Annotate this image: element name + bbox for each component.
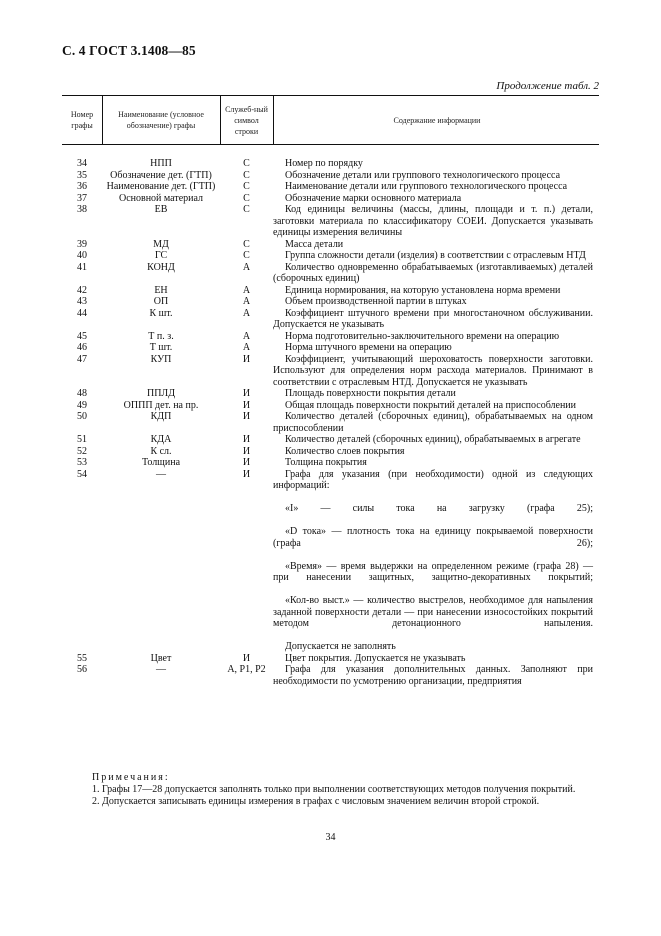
row-service-symbol: И <box>242 411 251 422</box>
row-name: ОППП дет. на пр. <box>123 399 199 411</box>
column-header-name: Наименование (условное обозначение) графы <box>118 110 204 130</box>
content-paragraph: «Время» — время выдержки на определенном режиме (графа 28) — при нанесении защитных, защитно-декоративных покрытий; <box>273 560 593 583</box>
row-name: ЕВ <box>154 204 168 215</box>
content-paragraph: Количество одновременно обрабатываемых (изготавливаемых) деталей (сборочных единиц) <box>273 261 593 284</box>
row-number: 56 <box>77 664 87 675</box>
row-service-symbol: С <box>243 192 250 204</box>
row-content <box>273 664 593 687</box>
row-name: КОНД <box>147 261 175 273</box>
column-header-number: Номер графы <box>70 110 94 130</box>
row-service-symbol: С <box>243 158 250 169</box>
row-name: ЕН <box>154 284 168 296</box>
row-content <box>273 193 593 205</box>
content-paragraph: Площадь поверхности покрытия детали <box>285 388 456 399</box>
table-row <box>0 158 661 170</box>
table-row <box>0 400 661 412</box>
content-paragraph: Цвет покрытия. Допускается не указывать <box>285 652 466 664</box>
row-content <box>273 250 593 262</box>
note-item: 2. Допускается записывать единицы измерения в графах с числовым значением величин второй строкой. <box>92 796 540 807</box>
row-number: 44 <box>77 307 87 319</box>
row-name: Основной материал <box>118 192 204 204</box>
row-service-symbol: И <box>242 434 251 445</box>
row-name: КДП <box>150 411 172 422</box>
column-divider <box>102 96 103 144</box>
row-number: 46 <box>77 342 87 353</box>
table-row <box>0 262 661 285</box>
row-service-symbol: С <box>243 238 250 250</box>
content-paragraph: Норма штучного времени на операцию <box>285 342 452 353</box>
row-number: 50 <box>77 411 87 422</box>
table-header-rule <box>62 144 599 145</box>
column-divider <box>273 96 274 144</box>
row-name: Т п. з. <box>148 330 174 342</box>
notes <box>62 772 599 808</box>
column-header-service-symbol: Служеб-ный символ строки <box>225 104 268 136</box>
table-row <box>0 342 661 354</box>
row-number: 49 <box>77 399 87 411</box>
row-name: КУП <box>150 353 172 365</box>
content-paragraph: Масса детали <box>285 238 344 250</box>
table-row <box>0 204 661 239</box>
content-paragraph: Количество деталей (сборочных единиц), обрабатываемых на одном приспособлении <box>273 411 593 434</box>
row-name: ОП <box>153 296 169 307</box>
row-service-symbol: А <box>242 307 251 319</box>
row-number: 36 <box>77 181 87 192</box>
row-name: — <box>156 468 166 480</box>
row-service-symbol: А <box>242 284 251 296</box>
table-row <box>0 285 661 297</box>
note-item: 1. Графы 17—28 допускается заполнять только при выполнении соответствующих методов получения покрытий. <box>92 784 576 795</box>
row-content <box>273 181 593 193</box>
row-content <box>273 411 593 434</box>
table-row <box>0 469 661 653</box>
row-service-symbol: А <box>242 342 251 353</box>
row-service-symbol: И <box>242 652 251 664</box>
table-row <box>0 446 661 458</box>
table-row <box>0 193 661 205</box>
content-paragraph: Количество слоев покрытия <box>285 445 405 457</box>
row-name: Обозначение дет. (ГТП) <box>110 169 212 181</box>
table-row <box>0 250 661 262</box>
row-content <box>273 239 593 251</box>
row-service-symbol: И <box>242 468 251 480</box>
row-content <box>273 331 593 343</box>
row-number: 40 <box>77 250 87 261</box>
row-content <box>273 170 593 182</box>
row-number: 52 <box>77 445 87 457</box>
row-service-symbol: И <box>242 445 251 457</box>
row-content <box>273 400 593 412</box>
row-name: К сл. <box>150 445 172 457</box>
row-content <box>273 308 593 331</box>
row-service-symbol: А <box>242 261 251 273</box>
notes-title: Примечания: <box>92 772 170 783</box>
content-paragraph: Объем производственной партии в штуках <box>285 296 467 307</box>
content-paragraph: Графа для указания дополнительных данных. Заполняют при необходимости по усмотрению организации, предприятия <box>273 664 593 687</box>
table-row <box>0 170 661 182</box>
content-paragraph: «Кол-во выст.» — количество выстрелов, необходимое для напыления заданной поверхности детали — при нанесении износостойких покрытий методом детонационного напыления. <box>273 595 593 629</box>
content-paragraph: Коэффициент штучного времени при многостаночном обслуживании. Допускается не указывать <box>273 307 593 330</box>
row-service-symbol: С <box>243 204 250 215</box>
row-number: 37 <box>77 192 87 204</box>
row-content <box>273 388 593 400</box>
row-number: 51 <box>77 434 87 445</box>
row-service-symbol: С <box>243 250 250 261</box>
content-paragraph: Наименование детали или группового технологического процесса <box>285 181 568 192</box>
row-content <box>273 158 593 170</box>
row-name: Цвет <box>150 652 172 664</box>
row-service-symbol: И <box>242 353 251 365</box>
row-content <box>273 434 593 446</box>
row-number: 35 <box>77 169 87 181</box>
row-content <box>273 285 593 297</box>
content-paragraph: Графа для указания (при необходимости) одной из следующих информаций: <box>273 468 593 491</box>
row-name: ГС <box>154 250 168 261</box>
content-paragraph: Норма подготовительно-заключительного времени на операцию <box>285 330 560 342</box>
table-body <box>0 158 661 687</box>
row-service-symbol: А, Р1, Р2 <box>227 664 266 675</box>
table-row <box>0 308 661 331</box>
row-number: 45 <box>77 330 87 342</box>
row-number: 38 <box>77 204 87 215</box>
table-continuation-caption: Продолжение табл. 2 <box>496 80 599 92</box>
row-service-symbol: И <box>242 457 251 468</box>
row-service-symbol: И <box>242 388 251 399</box>
row-content <box>273 342 593 354</box>
content-paragraph: Номер по порядку <box>285 158 363 169</box>
content-paragraph: Количество деталей (сборочных единиц), обрабатываемых в агрегате <box>285 434 581 445</box>
row-number: 43 <box>77 296 87 307</box>
row-number: 48 <box>77 388 87 399</box>
content-paragraph: Толщина покрытия <box>285 457 367 468</box>
table-row <box>0 296 661 308</box>
content-paragraph: Группа сложности детали (изделия) в соответствии с отраслевым НТД <box>285 250 586 261</box>
row-name: НПП <box>150 158 172 169</box>
row-service-symbol: А <box>242 296 251 307</box>
row-number: 41 <box>77 261 87 273</box>
row-content <box>273 653 593 665</box>
table-row <box>0 457 661 469</box>
row-content <box>273 296 593 308</box>
table-row <box>0 181 661 193</box>
row-name: К шт. <box>149 307 173 319</box>
content-paragraph: Обозначение детали или группового технологического процесса <box>285 169 561 181</box>
row-name: Т шт. <box>149 342 173 353</box>
table-row <box>0 434 661 446</box>
table-row <box>0 653 661 665</box>
content-paragraph: Общая площадь поверхности покрытий деталей на приспособлении <box>285 399 577 411</box>
page-header: С. 4 ГОСТ 3.1408—85 <box>62 43 196 58</box>
row-content <box>273 204 593 239</box>
content-paragraph: «I» — силы тока на загрузку (графа 25); <box>285 503 593 514</box>
row-content <box>273 469 593 653</box>
content-paragraph: Код единицы величины (массы, длины, площади и т. п.) детали, заготовки материала по классификатору СОЕИ. Допускается указывать единицы измерения величины <box>273 204 593 238</box>
row-name: ППЛД <box>146 388 176 399</box>
row-content <box>273 457 593 469</box>
row-content <box>273 262 593 285</box>
table-row <box>0 239 661 251</box>
table-row <box>0 388 661 400</box>
row-service-symbol: А <box>242 330 251 342</box>
row-content <box>273 354 593 389</box>
content-paragraph: Допускается не заполнять <box>285 641 396 652</box>
row-service-symbol: И <box>242 399 251 411</box>
row-number: 47 <box>77 353 87 365</box>
content-paragraph: Единица нормирования, на которую установлена норма времени <box>285 284 561 296</box>
table-row <box>0 664 661 687</box>
content-paragraph: «D тока» — плотность тока на единицу покрываемой поверхности (графа 26); <box>273 526 593 549</box>
row-name: МД <box>153 238 169 250</box>
row-number: 39 <box>77 238 87 250</box>
row-content <box>273 446 593 458</box>
row-number: 42 <box>77 284 87 296</box>
row-service-symbol: С <box>243 169 250 181</box>
row-number: 54 <box>77 468 87 480</box>
row-name: Толщина <box>141 457 181 468</box>
table-row <box>0 411 661 434</box>
row-name: КДА <box>150 434 172 445</box>
row-number: 55 <box>77 652 87 664</box>
content-paragraph: Обозначение марки основного материала <box>285 192 462 204</box>
column-header-content: Содержание информации <box>393 115 481 125</box>
page-number: 34 <box>325 832 336 843</box>
row-number: 53 <box>77 457 87 468</box>
row-name: — <box>156 664 166 675</box>
row-service-symbol: С <box>243 181 250 192</box>
row-number: 34 <box>77 158 87 169</box>
table-row <box>0 331 661 343</box>
content-paragraph: Коэффициент, учитывающий шероховатость поверхности заготовки. Используют для определения норм расхода материалов. Принимают в соответствии с отраслевым НТД. Допускается не указывать <box>273 353 593 388</box>
row-name: Наименование дет. (ГТП) <box>106 181 216 192</box>
table-row <box>0 354 661 389</box>
column-divider <box>220 96 221 144</box>
